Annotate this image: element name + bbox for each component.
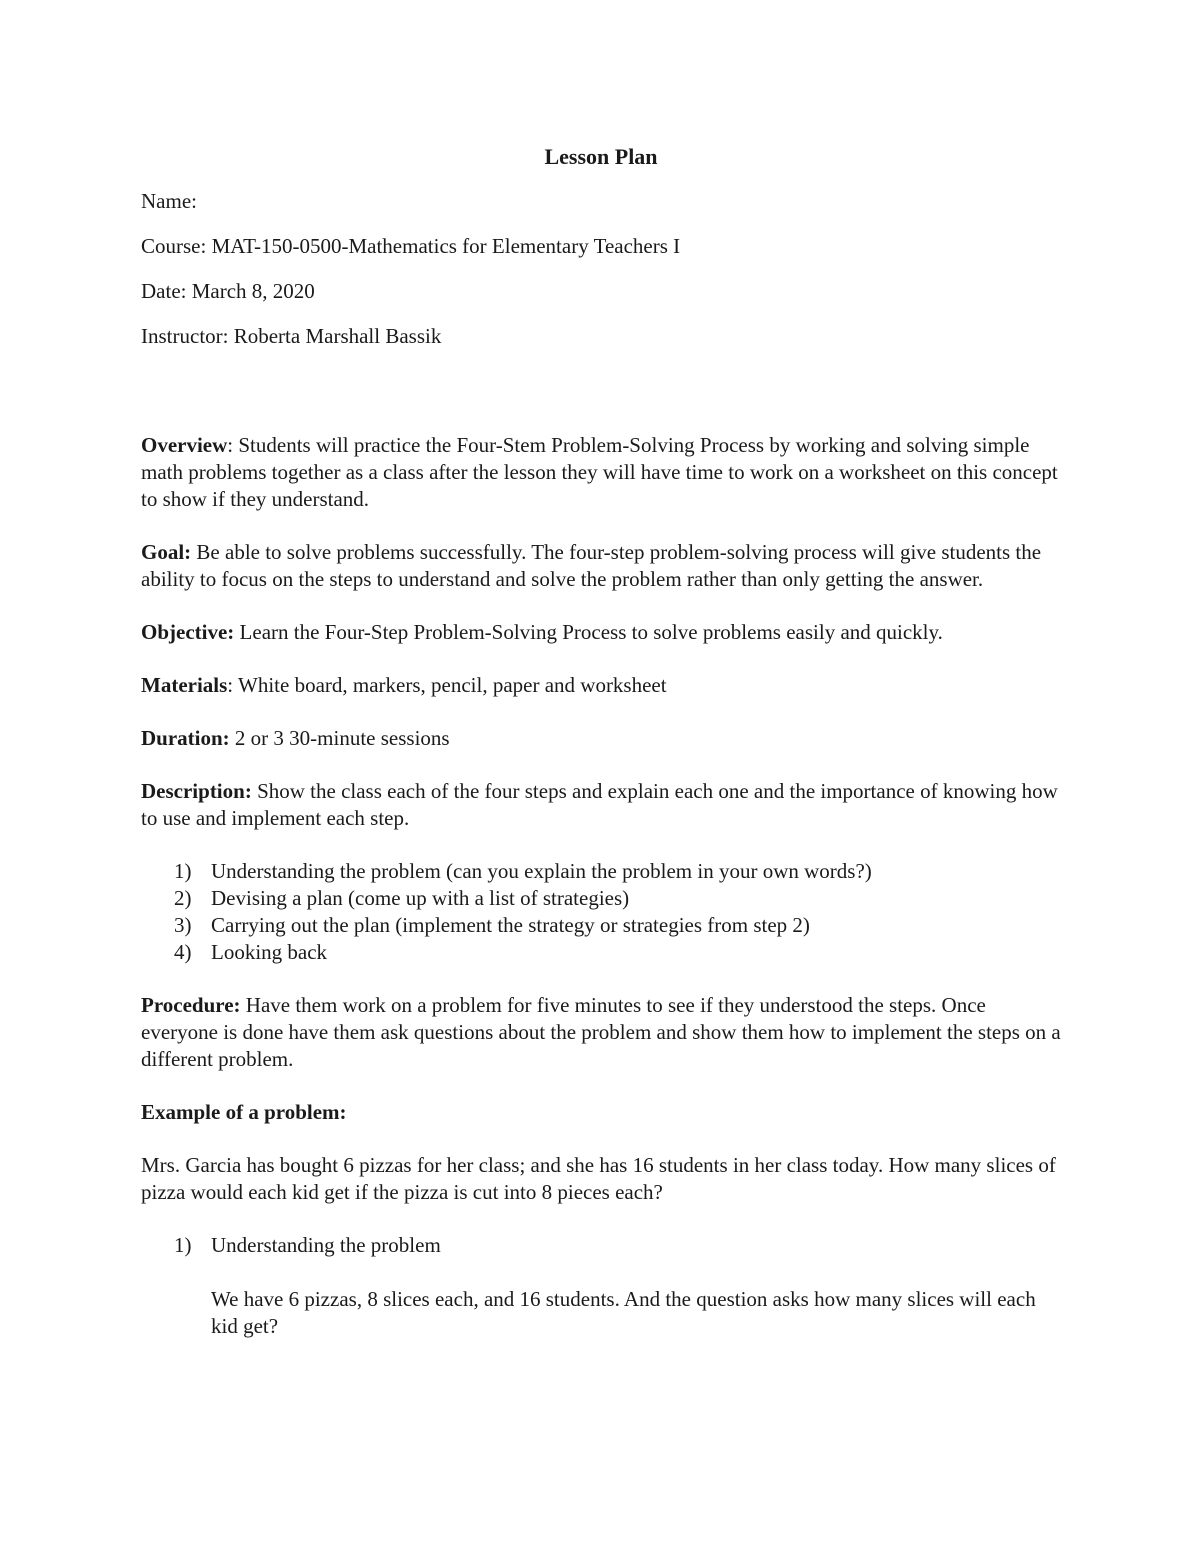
document-title: Lesson Plan: [544, 144, 658, 169]
step-number: 3): [174, 913, 192, 937]
example-step-text: Understanding the problem: [211, 1233, 441, 1257]
procedure-label: Procedure:: [141, 993, 241, 1017]
list-item: [141, 858, 1061, 885]
step-number: 4): [174, 940, 192, 964]
list-item: [141, 912, 1061, 939]
goal-section: [141, 539, 1061, 593]
description-section: [141, 778, 1061, 832]
objective-text: Learn the Four-Step Problem-Solving Process to solve problems easily and quickly.: [234, 620, 943, 644]
step-text: Devising a plan (come up with a list of strategies): [211, 886, 630, 910]
step-number: 1): [174, 859, 192, 883]
duration-label: Duration:: [141, 726, 230, 750]
overview-section: [141, 432, 1061, 513]
step-text: Understanding the problem (can you explain the problem in your own words?): [211, 859, 872, 883]
overview-text: : Students will practice the Four-Stem Problem-Solving Process by working and solving simple math problems together as a class after the lesson they will have time to work on a worksheet on this concept to show if they understand.: [141, 433, 1058, 511]
example-heading-text: Example of a problem:: [141, 1100, 347, 1124]
step-text: Looking back: [211, 940, 328, 964]
materials-label: Materials: [141, 673, 228, 697]
list-item: [141, 1232, 1061, 1340]
instructor-field: Instructor: Roberta Marshall Bassik: [141, 324, 442, 348]
example-problem: Mrs. Garcia has bought 6 pizzas for her class; and she has 16 students in her class today. How many slices of pizza would each kid get if the pizza is cut into 8 pieces each?: [141, 1153, 1056, 1204]
document-page: [141, 143, 1061, 1340]
goal-label: Goal:: [141, 540, 192, 564]
list-item: [141, 885, 1061, 912]
course-field: Course: MAT-150-0500-Mathematics for Elementary Teachers I: [141, 234, 681, 258]
materials-text: : White board, markers, pencil, paper and worksheet: [227, 673, 667, 697]
example-step-detail: We have 6 pizzas, 8 slices each, and 16 students. And the question asks how many slices will each kid get?: [211, 1287, 1036, 1338]
example-step-number: 1): [174, 1233, 192, 1257]
procedure-section: [141, 992, 1061, 1073]
objective-label: Objective:: [141, 620, 235, 644]
description-label: Description:: [141, 779, 252, 803]
name-field: Name:: [141, 189, 197, 213]
list-item: [141, 939, 1061, 966]
procedure-text: Have them work on a problem for five minutes to see if they understood the steps. Once everyone is done have them ask questions about the problem and show them how to implement the steps on a different problem.: [141, 993, 1061, 1071]
objective-section: [141, 619, 1061, 646]
spacer: [141, 368, 1061, 432]
materials-section: [141, 672, 1061, 699]
goal-text: Be able to solve problems successfully. The four-step problem-solving process will give students the ability to focus on the steps to understand and solve the problem rather than only getting the answer.: [141, 540, 1042, 591]
duration-section: [141, 725, 1061, 752]
date-field: Date: March 8, 2020: [141, 279, 315, 303]
overview-label: Overview: [141, 433, 228, 457]
step-text: Carrying out the plan (implement the strategy or strategies from step 2): [211, 913, 810, 937]
duration-text: 2 or 3 30-minute sessions: [229, 726, 450, 750]
description-text: Show the class each of the four steps and explain each one and the importance of knowing how to use and implement each step.: [141, 779, 1058, 830]
step-number: 2): [174, 886, 192, 910]
example-steps-list: [141, 1232, 1061, 1340]
example-heading: [141, 1099, 1061, 1126]
steps-list: [141, 858, 1061, 966]
